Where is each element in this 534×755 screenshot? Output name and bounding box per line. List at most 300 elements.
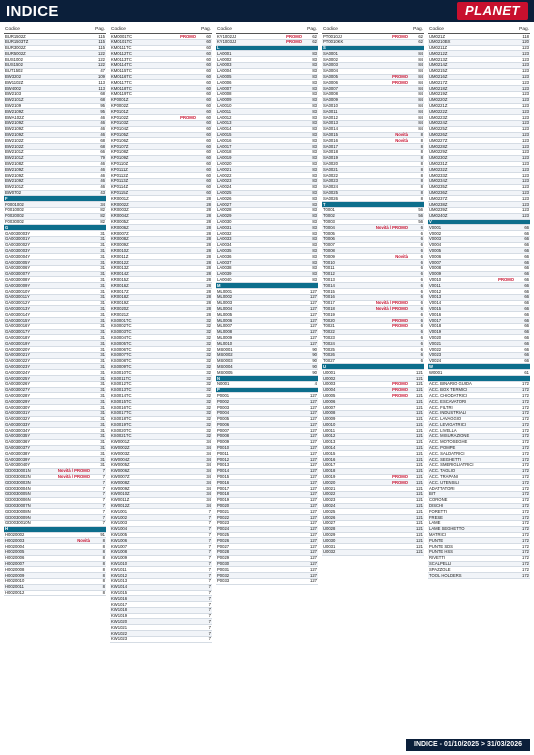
page-number: 66 [524, 334, 529, 340]
promo-tag: Novità / PROMO [375, 224, 408, 230]
page-number: 127 [310, 288, 317, 294]
product-code: KP0110Z [111, 161, 129, 167]
product-code: V0022 [429, 346, 442, 352]
product-code: SA0020 [323, 161, 338, 167]
promo-tag: PROMO [180, 33, 196, 39]
product-code: BW2109Z [5, 166, 24, 172]
page-number: 84 [418, 68, 423, 74]
product-code: T0004 [323, 224, 335, 230]
page-number: 32 [206, 340, 211, 346]
product-code: U0019 [323, 474, 336, 480]
page-number: 8 [420, 172, 423, 178]
product-code: P0031 [217, 566, 230, 572]
product-code: ACC. FILTRI [429, 404, 453, 410]
page-number: 46 [100, 132, 105, 138]
page-number: 172 [522, 398, 529, 404]
page-number: 123 [522, 108, 529, 114]
page-number: 32 [206, 416, 211, 422]
page-number: 60 [206, 68, 211, 74]
page-number: 31 [100, 305, 105, 311]
page-number: 123 [522, 201, 529, 207]
product-code: LA0021 [217, 166, 232, 172]
product-code: T0019 [323, 311, 335, 317]
page-number: 123 [522, 103, 529, 109]
product-code: GA0030003Y [5, 230, 31, 236]
product-code: T0006 [323, 236, 335, 242]
product-code: U0002 [323, 375, 336, 381]
product-code: ML0003 [217, 300, 233, 306]
product-code: V0013 [429, 294, 442, 300]
page-number: 66 [524, 282, 529, 288]
page-number: 7 [208, 636, 211, 642]
product-code: KP0107Z [111, 143, 129, 149]
page-number: 172 [522, 427, 529, 433]
product-code: SA0017 [323, 143, 338, 149]
product-code: V0019 [429, 329, 442, 335]
page-number: 31 [100, 317, 105, 323]
page-number: 172 [522, 479, 529, 485]
page-number: 32 [206, 427, 211, 433]
page-number: 60 [206, 114, 211, 120]
page-number: 83 [312, 114, 317, 120]
page-number: 66 [524, 230, 529, 236]
product-code: TOOL HOLDERS [429, 572, 462, 578]
page-number: 118 [522, 33, 529, 39]
page-number: 60 [206, 161, 211, 167]
page-number: 121 [416, 416, 423, 422]
product-code: BW2109Z [5, 178, 24, 184]
page-number: 95 [100, 103, 105, 109]
page-number: 172 [522, 450, 529, 456]
page-number: 83 [312, 230, 317, 236]
page-number: 127 [310, 450, 317, 456]
product-code: P0030 [217, 561, 230, 567]
page-number: 127 [310, 410, 317, 416]
page-number: 68 [100, 97, 105, 103]
code-header: Codice [323, 27, 338, 32]
page-number: 60 [206, 155, 211, 161]
page-number: 6 [420, 288, 423, 294]
page-number: 31 [100, 433, 105, 439]
product-code: SA0006 [323, 79, 338, 85]
page-header: Pag. [413, 27, 423, 32]
page-number: 31 [100, 334, 105, 340]
promo-tag: Novità [77, 537, 90, 543]
page-number: 83 [312, 190, 317, 196]
page-number: 31 [100, 323, 105, 329]
page-number: 121 [416, 474, 423, 480]
product-code: UM0238Z [429, 201, 448, 207]
page-number: 47 [100, 68, 105, 74]
product-code: KW0003Z [111, 450, 130, 456]
product-code: KM0119TC [111, 91, 132, 97]
product-code: KM0118TC [111, 85, 132, 91]
page-number: 123 [522, 195, 529, 201]
page-number: 123 [522, 172, 529, 178]
page-number: 31 [100, 242, 105, 248]
page-number: 123 [522, 178, 529, 184]
page-number: 172 [522, 514, 529, 520]
page-number: 66 [524, 294, 529, 300]
page-number: 28 [206, 219, 211, 224]
product-code: H0020002 [5, 532, 25, 538]
product-code: KS0002TC [111, 323, 132, 329]
page-number: 31 [100, 259, 105, 265]
product-code: UM0236Z [429, 190, 448, 196]
page-number: 123 [522, 74, 529, 80]
page-number: 172 [522, 566, 529, 572]
page-number: 83 [312, 108, 317, 114]
page-number: 32 [206, 369, 211, 375]
page-number: 172 [522, 456, 529, 462]
page-header: Pag. [201, 27, 211, 32]
product-code: T0022 [323, 329, 335, 335]
page-number: 127 [310, 485, 317, 491]
product-code: LA0032 [217, 230, 232, 236]
page-number: 60 [206, 137, 211, 143]
page-number: 31 [100, 439, 105, 445]
page-number: 121 [416, 421, 423, 427]
page-number: 121 [416, 427, 423, 433]
page-number: 60 [206, 91, 211, 97]
product-code: SA0014 [323, 126, 338, 132]
product-code: GA0030039Y [5, 456, 31, 462]
product-code: H0020004 [5, 543, 25, 549]
page-number: 66 [524, 288, 529, 294]
product-code: GA0030032Y [5, 416, 31, 422]
product-code: H0020011 [5, 584, 25, 590]
product-code: ACC. TAGLIO [429, 468, 456, 474]
product-code: KW1019 [111, 613, 128, 619]
page-number: 32 [206, 404, 211, 410]
product-code: UM0213Z [429, 56, 448, 62]
promo-tag: Novità / PROMO [57, 474, 90, 480]
product-code: T0021 [323, 323, 335, 329]
page-number: 66 [524, 242, 529, 248]
product-code: KW1005 [111, 532, 128, 538]
page-number: 6 [420, 346, 423, 352]
page-number: 121 [416, 387, 423, 393]
product-code: UM0219Z [429, 91, 448, 97]
rows [322, 34, 424, 556]
product-code: GA0030006Y [5, 265, 31, 271]
page-number: 66 [524, 358, 529, 364]
product-code: P0022 [217, 514, 230, 520]
page-number: 172 [522, 549, 529, 555]
product-code: KR0012Z [111, 259, 129, 265]
page-number: 115 [98, 39, 105, 45]
page-number: 123 [522, 50, 529, 56]
page-number: 56 [418, 207, 423, 213]
page-number: 121 [416, 508, 423, 514]
product-code: GA0030007Y [5, 271, 31, 277]
product-code: KW1001 [111, 508, 128, 514]
product-code: KS0006TC [111, 346, 132, 352]
page-number: 122 [98, 50, 105, 56]
product-code: U0009 [323, 416, 336, 422]
page-number: 95 [100, 108, 105, 114]
product-code: KR0006Z [111, 224, 129, 230]
page-number: 121 [416, 468, 423, 474]
product-code: UM0234Z [429, 178, 448, 184]
product-code: LA0002 [217, 56, 232, 62]
product-code: KW0006Z [111, 468, 130, 474]
page-number: 127 [310, 323, 317, 329]
page-number: 83 [312, 68, 317, 74]
page-number: 60 [206, 126, 211, 132]
product-code: V0004 [429, 242, 442, 248]
product-code: BW2101Z [5, 155, 24, 161]
page-number: 32 [206, 363, 211, 369]
page-number: 31 [100, 329, 105, 335]
product-code: KR0020Z [111, 305, 129, 311]
product-code: V0014 [429, 300, 442, 306]
page-number: 127 [310, 445, 317, 451]
product-code: U0020 [323, 479, 336, 485]
page-number: 83 [312, 143, 317, 149]
product-code: KR0001Z [111, 195, 129, 201]
page-number: 83 [312, 166, 317, 172]
product-code: V0002 [429, 230, 442, 236]
page-number: 46 [100, 178, 105, 184]
product-code: LA0039 [217, 271, 232, 277]
page-number: 82 [100, 219, 105, 224]
product-code: UM0214Z [429, 62, 448, 68]
product-code: KP0002Z [111, 103, 129, 109]
page-number: 127 [310, 404, 317, 410]
product-code: PT0010KK [323, 39, 344, 45]
page-number: 28 [206, 300, 211, 306]
page-number: 84 [418, 62, 423, 68]
page-number: 8 [420, 195, 423, 201]
product-code: KP0112Z [111, 172, 129, 178]
page-number: 28 [206, 247, 211, 253]
product-code: T0026 [323, 352, 335, 358]
page-number: 84 [418, 120, 423, 126]
page-number: 6 [420, 352, 423, 358]
page-number: 83 [312, 91, 317, 97]
page-number: 62 [418, 33, 423, 39]
page-number: 127 [310, 491, 317, 497]
product-code: ADATTATORI [429, 485, 455, 491]
page-number: 8 [420, 178, 423, 184]
product-code: U [323, 363, 327, 369]
product-code: V0024 [429, 358, 442, 364]
page-number: 8 [102, 578, 105, 584]
product-code: DISCHI [429, 503, 444, 509]
product-code: V0012 [429, 288, 442, 294]
product-code: U0013 [323, 439, 336, 445]
page-number: 31 [100, 416, 105, 422]
product-code: U0029 [323, 532, 336, 538]
page-number: 31 [100, 387, 105, 393]
product-code: KR0017Z [111, 288, 129, 294]
product-code: LA0012 [217, 114, 232, 120]
product-code: KW1011 [111, 566, 127, 572]
page-number: 83 [312, 132, 317, 138]
page-number: 60 [206, 97, 211, 103]
page-number: 60 [206, 45, 211, 51]
product-code: LA0031 [217, 224, 232, 230]
page-number: 60 [206, 172, 211, 178]
product-code: N [217, 375, 221, 381]
page-number: 62 [312, 33, 317, 39]
product-code: U0032 [323, 549, 336, 555]
promo-tag: PROMO [392, 33, 408, 39]
product-code: U0008 [323, 410, 336, 416]
product-code: KS0020TC [111, 427, 132, 433]
product-code: KR0009Z [111, 242, 129, 248]
product-code: KW0012Z [111, 503, 130, 509]
product-code: LA0026 [217, 195, 232, 201]
page-number: 123 [522, 155, 529, 161]
page-number: 121 [416, 439, 423, 445]
page-number: 90 [312, 358, 317, 364]
product-code: KW0001Z [111, 439, 130, 445]
product-code: U0030 [323, 537, 336, 543]
product-code: UM0230Z [429, 155, 448, 161]
product-code: ACC. POMPE [429, 445, 456, 451]
index-column-5 [428, 26, 530, 731]
page-number: 60 [206, 120, 211, 126]
page-number: 121 [416, 450, 423, 456]
product-code: UM0215Z [429, 68, 448, 74]
page-number: 31 [100, 404, 105, 410]
product-code: ACC. ESCAVATORI [429, 398, 467, 404]
product-code: T0007 [323, 242, 335, 248]
product-code: UM0231Z [429, 161, 448, 167]
product-code: KS0007TC [111, 352, 132, 358]
page-number: 68 [100, 91, 105, 97]
product-code: LA0015 [217, 132, 232, 138]
page-number: 7 [208, 566, 211, 572]
product-code: U0006 [323, 398, 336, 404]
page-number: 34 [206, 450, 211, 456]
product-code: T0012 [323, 271, 335, 277]
page-number: 172 [522, 543, 529, 549]
product-code: LA0016 [217, 137, 232, 143]
product-code: T0005 [323, 230, 335, 236]
promo-tag: PROMO [392, 74, 408, 80]
page-number: 66 [524, 259, 529, 265]
product-code: U0010 [323, 421, 336, 427]
page-number: 6 [420, 311, 423, 317]
page-number: 123 [522, 62, 529, 68]
product-code: ML0006 [217, 317, 233, 323]
page-number: 8 [420, 161, 423, 167]
product-code: GA0030036Y [5, 439, 31, 445]
page-number: 127 [310, 561, 317, 567]
product-code: P0023 [217, 520, 230, 526]
product-code: V0008 [429, 265, 442, 271]
index-row [216, 579, 318, 585]
product-code: P0019 [217, 497, 230, 503]
product-code: GA0030031Y [5, 410, 31, 416]
page-number: 32 [206, 387, 211, 393]
product-code: GA0030008Y [5, 276, 31, 282]
page-number: 66 [524, 224, 529, 230]
product-code: BW2102Z [5, 137, 24, 143]
product-code: BUR3002Z [5, 45, 26, 51]
page-number: 6 [420, 300, 423, 306]
page-number: 28 [206, 253, 211, 259]
product-code: H0020003 [5, 537, 25, 543]
page-number: 31 [100, 236, 105, 242]
page-number: 127 [310, 526, 317, 532]
page-number: 31 [100, 375, 105, 381]
page-number: 83 [312, 265, 317, 271]
page-number: 60 [206, 56, 211, 62]
product-code: ML0010 [217, 340, 233, 346]
product-code: T0025 [323, 346, 335, 352]
page-title: INDICE [6, 3, 59, 20]
product-code: LA0013 [217, 120, 232, 126]
page-number: 28 [206, 213, 211, 219]
page-number: 121 [416, 543, 423, 549]
product-code: V [429, 219, 432, 224]
product-code: ML0009 [217, 334, 233, 340]
page-number: 46 [100, 184, 105, 190]
product-code: P0020 [217, 503, 230, 509]
page-number: 6 [420, 323, 423, 329]
product-code: P0011 [217, 450, 229, 456]
product-code: KW1012 [111, 572, 128, 578]
product-code: LA0030 [217, 219, 232, 224]
page-number: 123 [522, 85, 529, 91]
code-header: Codice [5, 27, 20, 32]
page-number: 127 [310, 329, 317, 335]
product-code: BW2101Z [5, 149, 24, 155]
page-number: 172 [522, 416, 529, 422]
product-code: KS0016TC [111, 404, 132, 410]
page-number: 172 [522, 537, 529, 543]
page-number: 127 [310, 532, 317, 538]
page-number: 7 [102, 497, 105, 503]
product-code: T0027 [323, 358, 335, 364]
product-code: GA0030029Y [5, 398, 31, 404]
product-code: SA0013 [323, 120, 338, 126]
index-row [322, 550, 424, 556]
page-number: 7 [208, 520, 211, 526]
product-code: U0011 [323, 427, 336, 433]
product-code: UM0211Z [429, 45, 448, 51]
product-code: ACC. LIVELLA [429, 427, 457, 433]
product-code: BW2109Z [5, 120, 24, 126]
product-code: KW1007 [111, 543, 128, 549]
product-code: ACC. LAVAGGIO [429, 416, 462, 422]
product-code: UM0223Z [429, 114, 448, 120]
product-code: KS0013TC [111, 387, 132, 393]
page-number: 83 [312, 184, 317, 190]
product-code: BUS1502 [5, 62, 23, 68]
product-code: U0025 [323, 508, 336, 514]
page-number: 46 [100, 161, 105, 167]
product-code: GA0030011Y [5, 294, 30, 300]
page-number: 172 [522, 404, 529, 410]
page-number: 34 [206, 456, 211, 462]
page-number: 123 [522, 120, 529, 126]
page-number: 31 [100, 276, 105, 282]
product-code: BW2102Z [5, 143, 24, 149]
page-number: 6 [420, 236, 423, 242]
page-number: 6 [420, 334, 423, 340]
product-code: KP0001Z [111, 97, 129, 103]
promo-tag: PROMO [392, 323, 408, 329]
product-code: LA0038 [217, 265, 232, 271]
page-number: 121 [416, 485, 423, 491]
product-code: V0021 [429, 340, 442, 346]
product-code: T0002 [323, 213, 335, 219]
